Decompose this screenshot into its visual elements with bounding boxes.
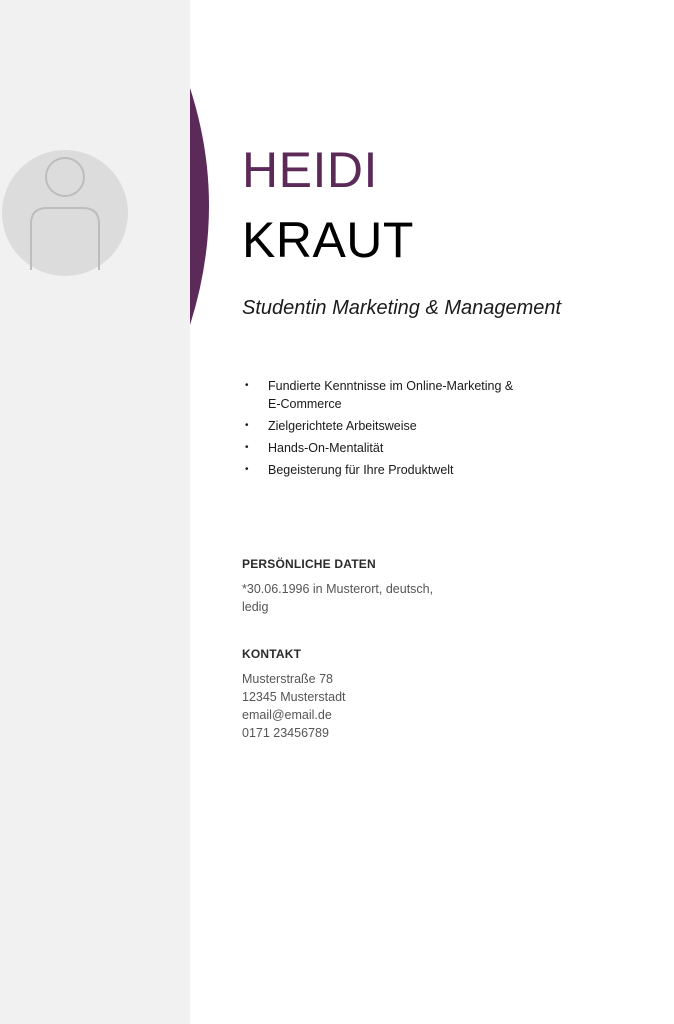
- avatar: [2, 150, 128, 276]
- bullet-icon: •: [245, 420, 249, 431]
- bullet-icon: •: [245, 464, 249, 475]
- list-item: • Fundierte Kenntnisse im Online-Marketing & E-Commerce: [245, 379, 514, 411]
- contact-details: [242, 670, 346, 742]
- bullet-icon: •: [245, 380, 249, 391]
- last-name: KRAUT: [242, 212, 414, 268]
- person-placeholder-icon: [2, 150, 128, 276]
- list-item: • Zielgerichtete Arbeitsweise: [245, 419, 417, 433]
- personal-data-heading: PERSÖNLICHE DATEN: [242, 557, 376, 571]
- list-item: • Hands-On-Mentalität: [245, 441, 384, 455]
- first-name: HEIDI: [242, 142, 378, 198]
- list-item: • Begeisterung für Ihre Produktwelt: [245, 463, 454, 477]
- contact-phone[interactable]: 0171 23456789: [242, 726, 329, 740]
- personal-data-text: *30.06.1996 in Musterort, deutsch, ledig: [242, 582, 434, 614]
- bullet-icon: •: [245, 442, 249, 453]
- highlights-list: [242, 377, 542, 483]
- contact-city: 12345 Musterstadt: [242, 690, 346, 704]
- job-title: Studentin Marketing & Management: [242, 297, 562, 319]
- contact-heading: KONTAKT: [242, 647, 302, 661]
- contact-email[interactable]: email@email.de: [242, 708, 332, 722]
- contact-street: Musterstraße 78: [242, 672, 334, 686]
